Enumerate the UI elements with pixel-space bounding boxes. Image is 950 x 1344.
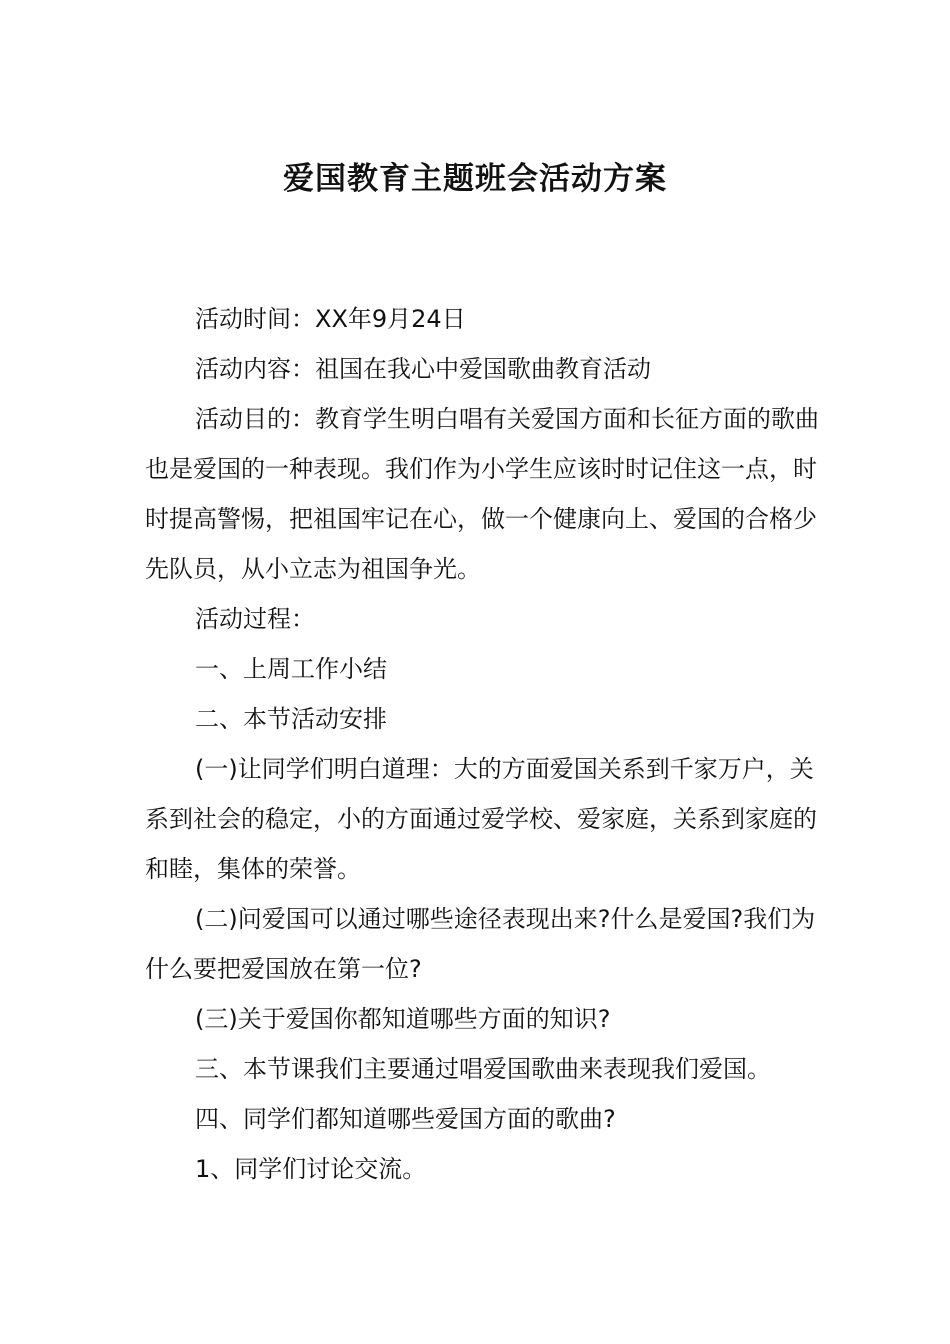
document-title: 爱国教育主题班会活动方案	[283, 161, 667, 197]
paragraph-activity-content: 活动内容：祖国在我心中爱国歌曲教育活动	[195, 355, 651, 383]
paragraph-subsection-one: (一)让同学们明白道理：大的方面爱国关系到千家万户，关系到社会的稳定，小的方面通过爱学校、爱家庭，关系到家庭的和睦，集体的荣誉。	[145, 755, 817, 883]
paragraph-section-one: 一、上周工作小结	[195, 655, 387, 683]
paragraph-section-four: 四、同学们都知道哪些爱国方面的歌曲?	[195, 1105, 616, 1133]
paragraph-activity-process: 活动过程：	[195, 605, 315, 633]
paragraph-section-three: 三、本节课我们主要通过唱爱国歌曲来表现我们爱国。	[195, 1055, 771, 1083]
paragraph-item-one: 1、同学们讨论交流。	[195, 1155, 427, 1183]
paragraph-section-two: 二、本节活动安排	[195, 705, 387, 733]
document-body	[145, 294, 835, 1194]
paragraph-subsection-three: (三)关于爱国你都知道哪些方面的知识?	[195, 1005, 611, 1033]
paragraph-subsection-two: (二)问爱国可以通过哪些途径表现出来?什么是爱国?我们为什么要把爱国放在第一位?	[145, 905, 816, 983]
paragraph-activity-purpose: 活动目的：教育学生明白唱有关爱国方面和长征方面的歌曲也是爱国的一种表现。我们作为小学生应该时时记住这一点，时时提高警惕，把祖国牢记在心，做一个健康向上、爱国的合格少先队员，从小立志为祖国争光。	[145, 405, 819, 583]
paragraph-activity-time: 活动时间：XX年9月24日	[195, 305, 466, 333]
